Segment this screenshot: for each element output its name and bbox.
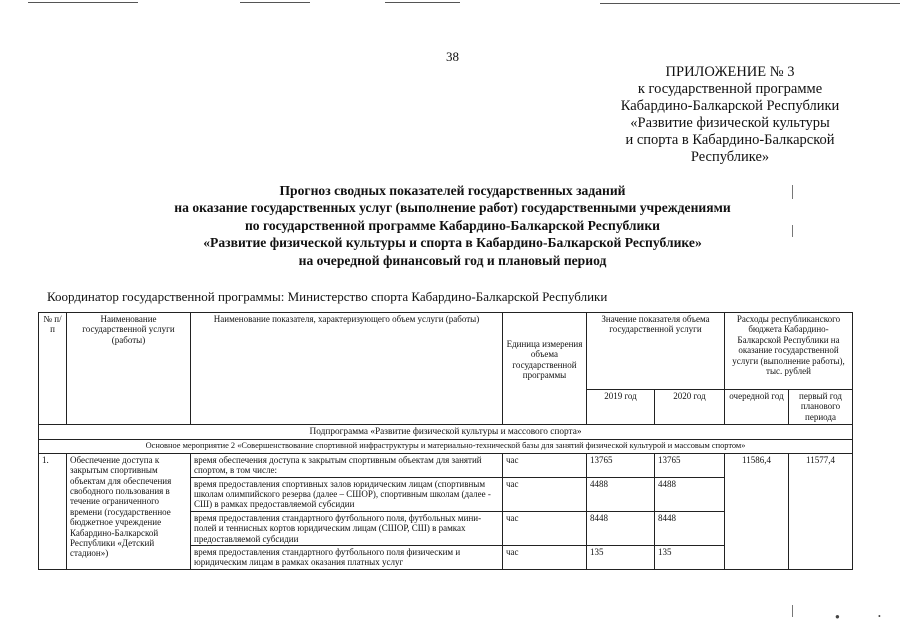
- header-num: № п/п: [39, 313, 67, 425]
- header-expenses-group: Расходы республиканского бюджета Кабардино-Балкарской Республики на оказание государственной услуги (выполнение работы), тыс. рублей: [725, 313, 853, 390]
- value-2019-cell: 8448: [587, 511, 655, 545]
- subprogram-row: [39, 425, 853, 440]
- header-year-2020: 2020 год: [655, 390, 725, 425]
- appendix-line: Республике»: [690, 149, 770, 165]
- title-line: Прогноз сводных показателей государственных заданий: [279, 183, 626, 198]
- appendix-line: «Развитие физической культуры: [630, 115, 830, 131]
- header-indicator: Наименование показателя, характеризующего объем услуги (работы): [191, 313, 503, 425]
- title-line: на оказание государственных услуг (выполнение работ) государственными учреждениями: [174, 200, 731, 216]
- value-2019-cell: 135: [587, 546, 655, 570]
- page-number: 38: [446, 49, 459, 64]
- header-year-2019: 2019 год: [587, 390, 655, 425]
- unit-cell: час: [503, 477, 587, 511]
- value-2020-cell: 4488: [655, 477, 725, 511]
- value-2020-cell: 13765: [655, 453, 725, 477]
- value-2020-cell: 8448: [655, 511, 725, 545]
- indicator-cell: время предоставления спортивных залов юридическим лицам (спортивным школам олимпийского резерва (далее – СШОР), спортивным школам (далее - СШ) в рамках предоставляемой субсидии: [191, 477, 503, 511]
- scan-edge-line: [28, 2, 138, 3]
- scan-edge-mark: [792, 605, 793, 617]
- unit-cell: час: [503, 511, 587, 545]
- main-event-row: [39, 440, 853, 453]
- unit-cell: час: [503, 546, 587, 570]
- scan-dot: ●: [835, 612, 840, 621]
- value-2019-cell: 13765: [587, 453, 655, 477]
- subprogram-title: Подпрограмма «Развитие физической культуры и массового спорта»: [39, 425, 853, 440]
- main-event-title: Основное мероприятие 2 «Совершенствование спортивной инфраструктуры и материально-технической базы для занятий физической культурой и массовым спортом»: [39, 440, 853, 453]
- appendix-heading: ПРИЛОЖЕНИЕ № 3: [665, 64, 795, 80]
- title-line: по государственной программе Кабардино-Балкарской Республики: [244, 217, 661, 233]
- header-values-group: Значение показателя объема государственной услуги: [587, 313, 725, 390]
- appendix-line: и спорта в Кабардино-Балкарской: [625, 132, 835, 148]
- appendix-line: к государственной программе: [637, 81, 823, 97]
- header-service: Наименование государственной услуги (работы): [67, 313, 191, 425]
- indicators-table: [38, 312, 853, 570]
- indicator-cell: время предоставления стандартного футбольного поля, футбольных мини-полей и теннисных кортов юридическим лицам (СШОР, СШ) в рамках предоставляемой субсидии: [191, 511, 503, 545]
- scan-edge-mark: [792, 185, 793, 199]
- indicator-cell: время предоставления стандартного футбольного поля физическим и юридическим лицам в рамках оказания платных услуг: [191, 546, 503, 570]
- value-2019-cell: 4488: [587, 477, 655, 511]
- indicator-cell: время обеспечения доступа к закрытым спортивным объектам для занятий спортом, в том числе:: [191, 453, 503, 477]
- appendix-line: Кабардино-Балкарской Республики: [620, 98, 840, 114]
- row-number: 1.: [39, 453, 67, 569]
- scan-edge-mark: [792, 225, 793, 237]
- scan-dot: •: [878, 612, 881, 621]
- table-row: [39, 453, 853, 477]
- header-unit: Единица измерения объема государственной программы: [503, 313, 587, 425]
- table-header-row: [39, 313, 853, 390]
- value-2020-cell: 135: [655, 546, 725, 570]
- header-first-plan-year: первый год планового периода: [789, 390, 853, 425]
- unit-cell: час: [503, 453, 587, 477]
- scan-edge-line: [600, 3, 900, 4]
- header-current-year: очередной год: [725, 390, 789, 425]
- service-name: Обеспечение доступа к закрытым спортивным объектам для обеспечения свободного пользования в течение ограниченного времени (государственное бюджетное учреждение Кабардино-Балкарской Республики «Детский стадион»): [67, 453, 191, 569]
- expense-plan-cell: 11577,4: [789, 453, 853, 569]
- title-line: «Развитие физической культуры и спорта в Кабардино-Балкарской Республике»: [203, 235, 702, 251]
- expense-current-cell: 11586,4: [725, 453, 789, 569]
- scan-edge-line: [385, 2, 460, 3]
- appendix-block: [560, 64, 900, 166]
- document-title: [0, 182, 905, 269]
- coordinator-line: Координатор государственной программы: Министерство спорта Кабардино-Балкарской Республики: [47, 289, 608, 304]
- scan-edge-line: [240, 2, 310, 3]
- title-line: на очередной финансовый год и плановый период: [298, 252, 607, 268]
